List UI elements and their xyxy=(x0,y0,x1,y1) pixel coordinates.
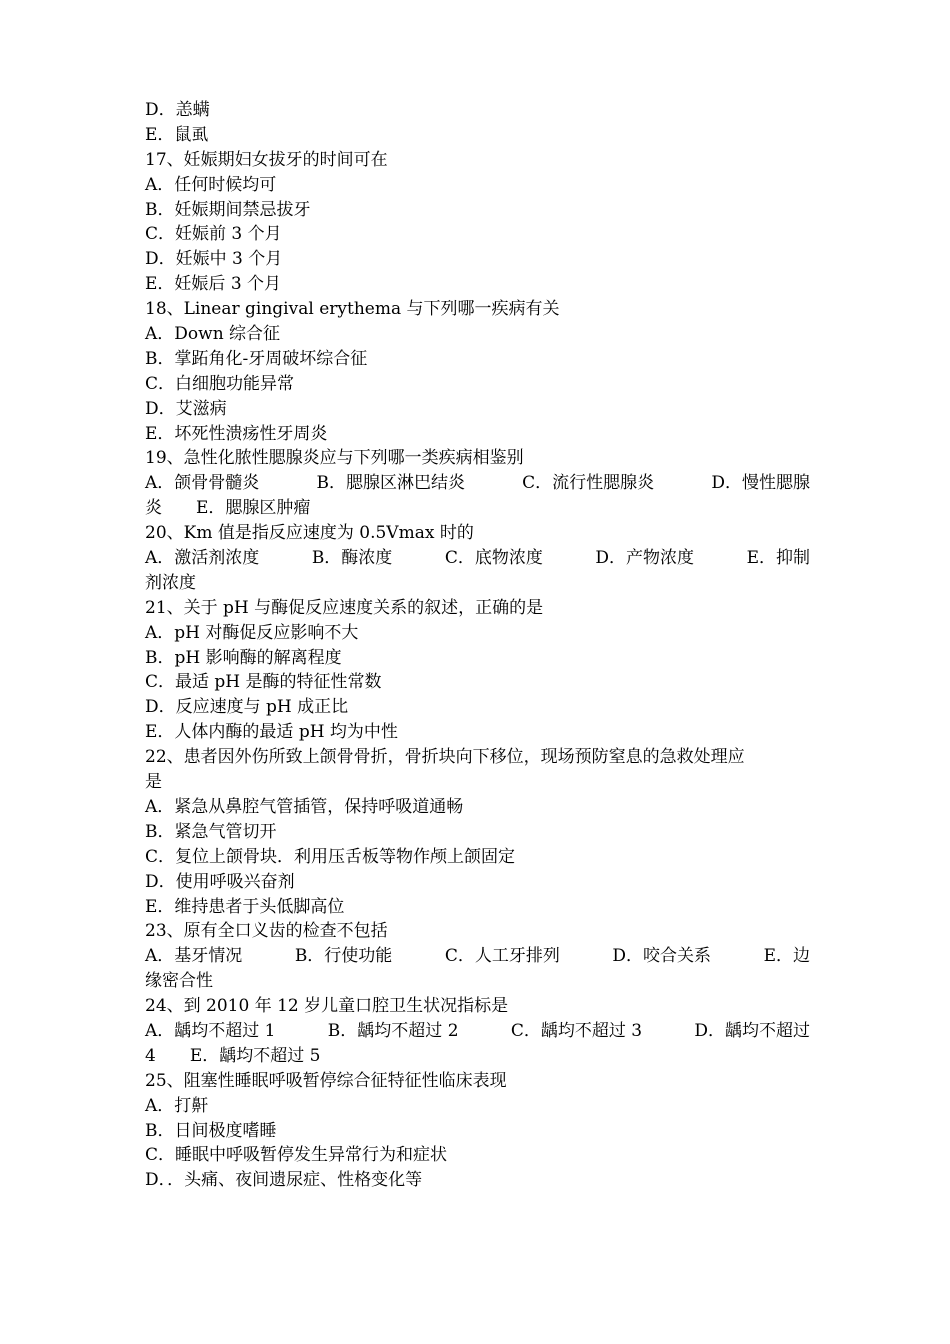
question-22-title-continued: 是 xyxy=(145,772,162,793)
option-text: B．酶浓度 xyxy=(311,548,393,569)
question-19-title: 19、急性化脓性腮腺炎应与下列哪一类疾病相鉴别 xyxy=(145,448,524,469)
question-24-title: 24、到 2010 年 12 岁儿童口腔卫生状况指标是 xyxy=(145,996,509,1017)
text-line: E．人体内酶的最适 pH 均为中性 xyxy=(145,722,398,743)
option-text: A．颌骨骨髓炎 xyxy=(145,473,260,494)
text-line: D．．头痛、夜间遗尿症、性格变化等 xyxy=(145,1170,423,1191)
option-text: C．底物浓度 xyxy=(444,548,543,569)
text-line: D．使用呼吸兴奋剂 xyxy=(145,871,295,892)
option-text: E．抑制 xyxy=(746,548,810,569)
text-line: D．艾滋病 xyxy=(145,398,227,419)
text-line: B．妊娠期间禁忌拔牙 xyxy=(145,199,311,220)
question-23-options-continued: 缘密合性 xyxy=(145,971,213,992)
option-text: D．慢性腮腺 xyxy=(711,473,810,494)
question-17-title: 17、妊娠期妇女拔牙的时间可在 xyxy=(145,149,388,170)
option-text: E．边 xyxy=(763,946,810,967)
text-line: B．pH 影响酶的解离程度 xyxy=(145,647,342,668)
text-line: E．鼠虱 xyxy=(145,124,209,145)
document-body xyxy=(145,98,810,1193)
text-line: A．打鼾 xyxy=(145,1095,209,1116)
question-20-options-continued: 剂浓度 xyxy=(145,572,196,593)
text-line: E．坏死性溃疡性牙周炎 xyxy=(145,423,328,444)
text-line: B．紧急气管切开 xyxy=(145,821,277,842)
option-text: C．龋均不超过 3 xyxy=(510,1020,643,1041)
option-text: A．基牙情况 xyxy=(145,946,243,967)
question-23-title: 23、原有全口义齿的检查不包括 xyxy=(145,921,388,942)
text-line: A．pH 对酶促反应影响不大 xyxy=(145,622,359,643)
option-text: B．龋均不超过 2 xyxy=(327,1020,459,1041)
option-text: A．龋均不超过 1 xyxy=(145,1020,276,1041)
text-line: D．反应速度与 pH 成正比 xyxy=(145,697,349,718)
option-text: C．人工牙排列 xyxy=(444,946,560,967)
option-text: B．行使功能 xyxy=(294,946,393,967)
option-text: B．腮腺区淋巴结炎 xyxy=(316,473,465,494)
text-line: D．恙螨 xyxy=(145,100,210,120)
question-19-options xyxy=(145,471,810,496)
text-line: B．日间极度嗜睡 xyxy=(145,1120,277,1141)
option-text: D．龋均不超过 xyxy=(694,1020,810,1041)
question-20-title: 20、Km 值是指反应速度为 0.5Vmax 时的 xyxy=(145,523,474,544)
question-24-options-continued: 4 E．龋均不超过 5 xyxy=(145,1045,321,1066)
option-text: C．流行性腮腺炎 xyxy=(522,473,655,494)
text-line: A．任何时候均可 xyxy=(145,174,277,195)
text-line: C．睡眠中呼吸暂停发生异常行为和症状 xyxy=(145,1145,448,1166)
question-24-options xyxy=(145,1019,810,1044)
question-23-options xyxy=(145,944,810,969)
text-line: A．紧急从鼻腔气管插管，保持呼吸道通畅 xyxy=(145,796,464,817)
question-25-title: 25、阻塞性睡眠呼吸暂停综合征特征性临床表现 xyxy=(145,1070,507,1091)
text-line: D．妊娠中 3 个月 xyxy=(145,249,283,270)
question-18-title: 18、Linear gingival erythema 与下列哪一疾病有关 xyxy=(145,299,560,320)
question-21-title: 21、关于 pH 与酶促反应速度关系的叙述，正确的是 xyxy=(145,597,544,618)
text-line: C．复位上颌骨块．利用压舌板等物作颅上颌固定 xyxy=(145,846,516,867)
text-line: C．白细胞功能异常 xyxy=(145,373,295,394)
question-22-title: 22、患者因外伤所致上颌骨骨折，骨折块向下移位，现场预防窒息的急救处理应 xyxy=(145,747,745,768)
text-line: C．妊娠前 3 个月 xyxy=(145,224,282,245)
option-text: D．产物浓度 xyxy=(595,548,695,569)
text-line: E．妊娠后 3 个月 xyxy=(145,274,282,295)
option-text: D．咬合关系 xyxy=(612,946,712,967)
question-19-options-continued: 炎 E．腮腺区肿瘤 xyxy=(145,498,311,519)
question-20-options xyxy=(145,546,810,571)
text-line: B．掌跖角化-牙周破坏综合征 xyxy=(145,348,368,369)
text-line: E．维持患者于头低脚高位 xyxy=(145,896,345,917)
text-line: C．最适 pH 是酶的特征性常数 xyxy=(145,672,382,693)
text-line: A．Down 综合征 xyxy=(145,324,281,345)
option-text: A．激活剂浓度 xyxy=(145,548,260,569)
